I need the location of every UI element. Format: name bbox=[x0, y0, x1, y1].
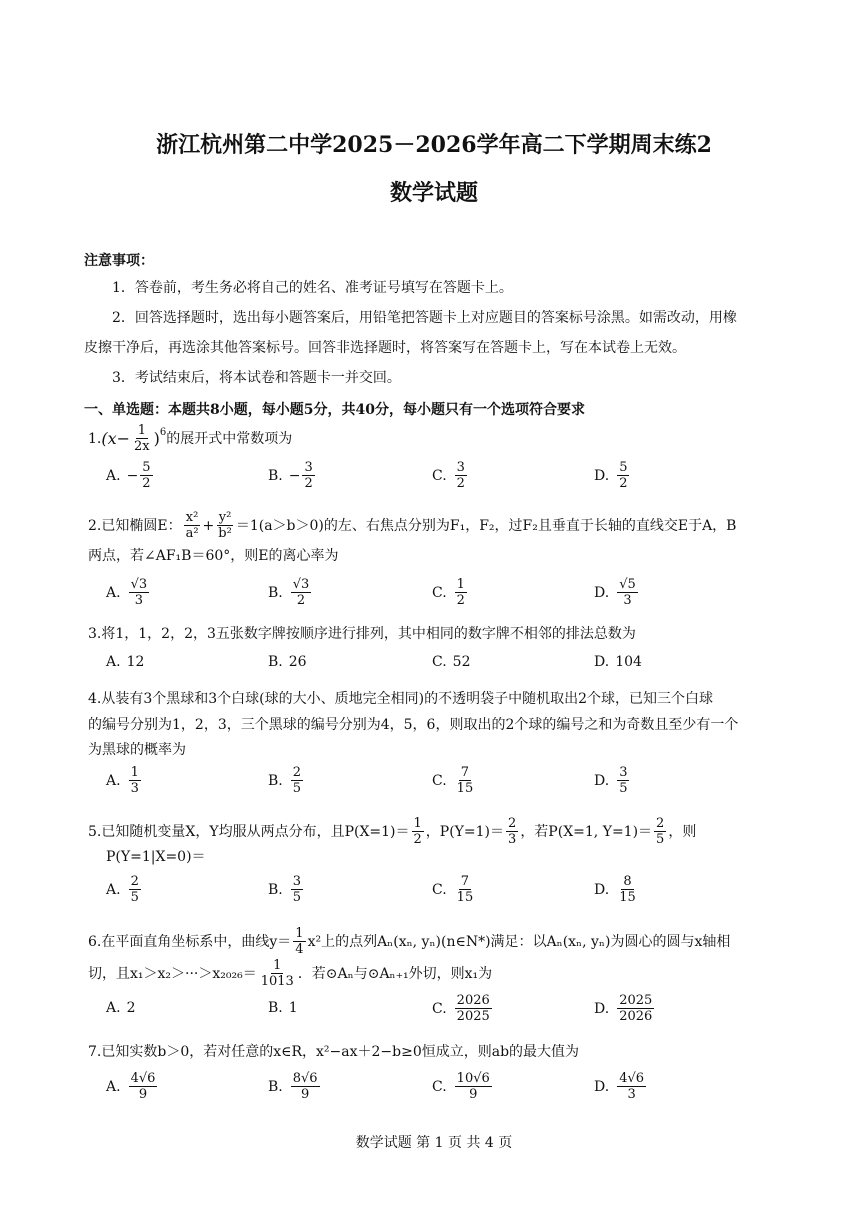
q1-option-a[interactable]: A. − $\frac{5}{2}$ bbox=[106, 460, 151, 491]
q6-option-a[interactable]: A. 2 bbox=[106, 1000, 136, 1016]
q4-option-a[interactable]: A. $\frac{1}{3}$ bbox=[106, 765, 139, 796]
page-title: 浙江杭州第二中学2025－2026学年高二下学期周末练2 bbox=[156, 132, 712, 158]
q3-option-d[interactable]: D. 104 bbox=[594, 654, 642, 670]
question-5-line-2: P(Y=1|X=0)＝ bbox=[106, 849, 206, 865]
q5-option-a[interactable]: A. $\frac{2}{5}$ bbox=[106, 874, 139, 905]
question-1 bbox=[88, 423, 292, 454]
q1-text: 的展开式中常数项为 bbox=[166, 430, 293, 447]
note-item-3: 3．考试结束后，将本试卷和答题卡一并交回。 bbox=[112, 370, 401, 386]
q4-option-d[interactable]: D. $\frac{3}{5}$ bbox=[594, 765, 628, 796]
q7-option-c[interactable]: C. $\frac{10√6}{9}$ bbox=[432, 1071, 490, 1102]
q2-option-d[interactable]: D. $\frac{√5}{3}$ bbox=[594, 577, 636, 608]
question-2-line-2: 两点，若∠AF₁B＝60°，则E的离心率为 bbox=[88, 548, 339, 564]
q6-option-b[interactable]: B. 1 bbox=[268, 1000, 298, 1016]
q1-lead-open: (x− bbox=[101, 428, 131, 448]
q7-option-d[interactable]: D. $\frac{4√6}{3}$ bbox=[594, 1071, 645, 1102]
q7-option-a[interactable]: A. $\frac{4√6}{9}$ bbox=[106, 1071, 156, 1102]
question-4-line-3: 为黑球的概率为 bbox=[88, 742, 186, 758]
question-4-line-2: 的编号分别为1，2，3，三个黑球的编号分别为4，5，6，则取出的2个球的编号之和为奇数且至少有一个 bbox=[88, 717, 739, 733]
page-footer: 数学试题 第 1 页 共 4 页 bbox=[355, 1135, 513, 1151]
q1-lead-close: ) bbox=[153, 428, 160, 448]
question-7: 7.已知实数b＞0，若对任意的x∈R，x²−ax＋2−b≥0恒成立，则ab的最大值为 bbox=[88, 1044, 580, 1060]
q6-option-c[interactable]: C. $\frac{2026}{2025}$ bbox=[432, 993, 490, 1024]
q5-option-b[interactable]: B. $\frac{3}{5}$ bbox=[268, 874, 302, 905]
question-4-line-1: 4.从装有3个黑球和3个白球(球的大小、质地完全相同)的不透明袋子中随机取出2个球，已知三个白球 bbox=[88, 691, 714, 707]
section-heading: 一、单选题：本题共8小题，每小题5分，共40分，每小题只有一个选项符合要求 bbox=[84, 402, 585, 418]
note-item-2: 2．回答选择题时，选出每小题答案后，用铅笔把答题卡上对应题目的答案标号涂黑。如需改动，用橡 bbox=[112, 310, 737, 326]
notes-heading: 注意事项： bbox=[84, 253, 154, 269]
q1-power: 6 bbox=[159, 427, 167, 438]
q3-option-b[interactable]: B. 26 bbox=[268, 654, 307, 670]
question-2: 2.已知椭圆E： $\frac{\text{x²}}{\text{a²}}$ + $\frac{\text{y²}}{\text{b²}}$ ＝1(a＞b＞0)的左、右焦点分别为F₁，F₂，过F₂且垂直于长轴的直线交E于A，B bbox=[88, 510, 737, 541]
q1-option-c[interactable]: C. $\frac{3}{2}$ bbox=[432, 460, 465, 491]
q4-option-b[interactable]: B. $\frac{2}{5}$ bbox=[268, 765, 302, 796]
page-subtitle: 数学试题 bbox=[389, 180, 478, 206]
q1-option-d[interactable]: D. $\frac{5}{2}$ bbox=[594, 460, 628, 491]
q3-option-a[interactable]: A. 12 bbox=[106, 654, 145, 670]
q6-option-d[interactable]: D. $\frac{2025}{2026}$ bbox=[594, 993, 653, 1024]
q2-option-c[interactable]: C. $\frac{1}{2}$ bbox=[432, 577, 465, 608]
q5-option-c[interactable]: C. $\frac{7}{15}$ bbox=[432, 874, 474, 905]
q7-option-b[interactable]: B. $\frac{8√6}{9}$ bbox=[268, 1071, 318, 1102]
q1-fraction: $\frac{1}{2x}$ bbox=[134, 423, 150, 454]
question-3: 3.将1，1，2，2，3五张数字牌按顺序进行排列，其中相同的数字牌不相邻的排法总数为 bbox=[88, 626, 636, 642]
question-6-line-2: 切，且x₁＞x₂＞···＞x₂₀₂₆＝ $\frac{1}{1013}$ ．若⊙Aₙ与⊙Aₙ₊₁外切，则x₁为 bbox=[88, 958, 493, 989]
q1-number: 1. bbox=[88, 430, 102, 447]
q2-option-b[interactable]: B. $\frac{√3}{2}$ bbox=[268, 577, 310, 608]
note-item-1: 1．答卷前，考生务必将自己的姓名、准考证号填写在答题卡上。 bbox=[112, 280, 513, 296]
question-5: 5.已知随机变量X，Y均服从两点分布，且P(X=1)＝ $\frac{1}{2}$ ，P(Y=1)＝ $\frac{2}{3}$ ，若P(X=1, Y=1)＝ $\frac{2}{5}$ ，则 bbox=[88, 816, 697, 847]
note-item-2-cont: 皮擦干净后，再选涂其他答案标号。回答非选择题时，将答案写在答题卡上，写在本试卷上无效。 bbox=[84, 340, 686, 356]
q2-option-a[interactable]: A. $\frac{√3}{3}$ bbox=[106, 577, 148, 608]
q4-option-c[interactable]: C. $\frac{7}{15}$ bbox=[432, 765, 474, 796]
q3-option-c[interactable]: C. 52 bbox=[432, 654, 471, 670]
question-6-line-1: 6.在平面直角坐标系中，曲线y＝ $\frac{1}{4}$ x²上的点列Aₙ(xₙ, yₙ)(n∈N*)满足：以Aₙ(xₙ, yₙ)为圆心的圆与x轴相 bbox=[88, 926, 731, 957]
q1-option-b[interactable]: B. − $\frac{3}{2}$ bbox=[268, 460, 313, 491]
q5-option-d[interactable]: D. $\frac{8}{15}$ bbox=[594, 874, 636, 905]
